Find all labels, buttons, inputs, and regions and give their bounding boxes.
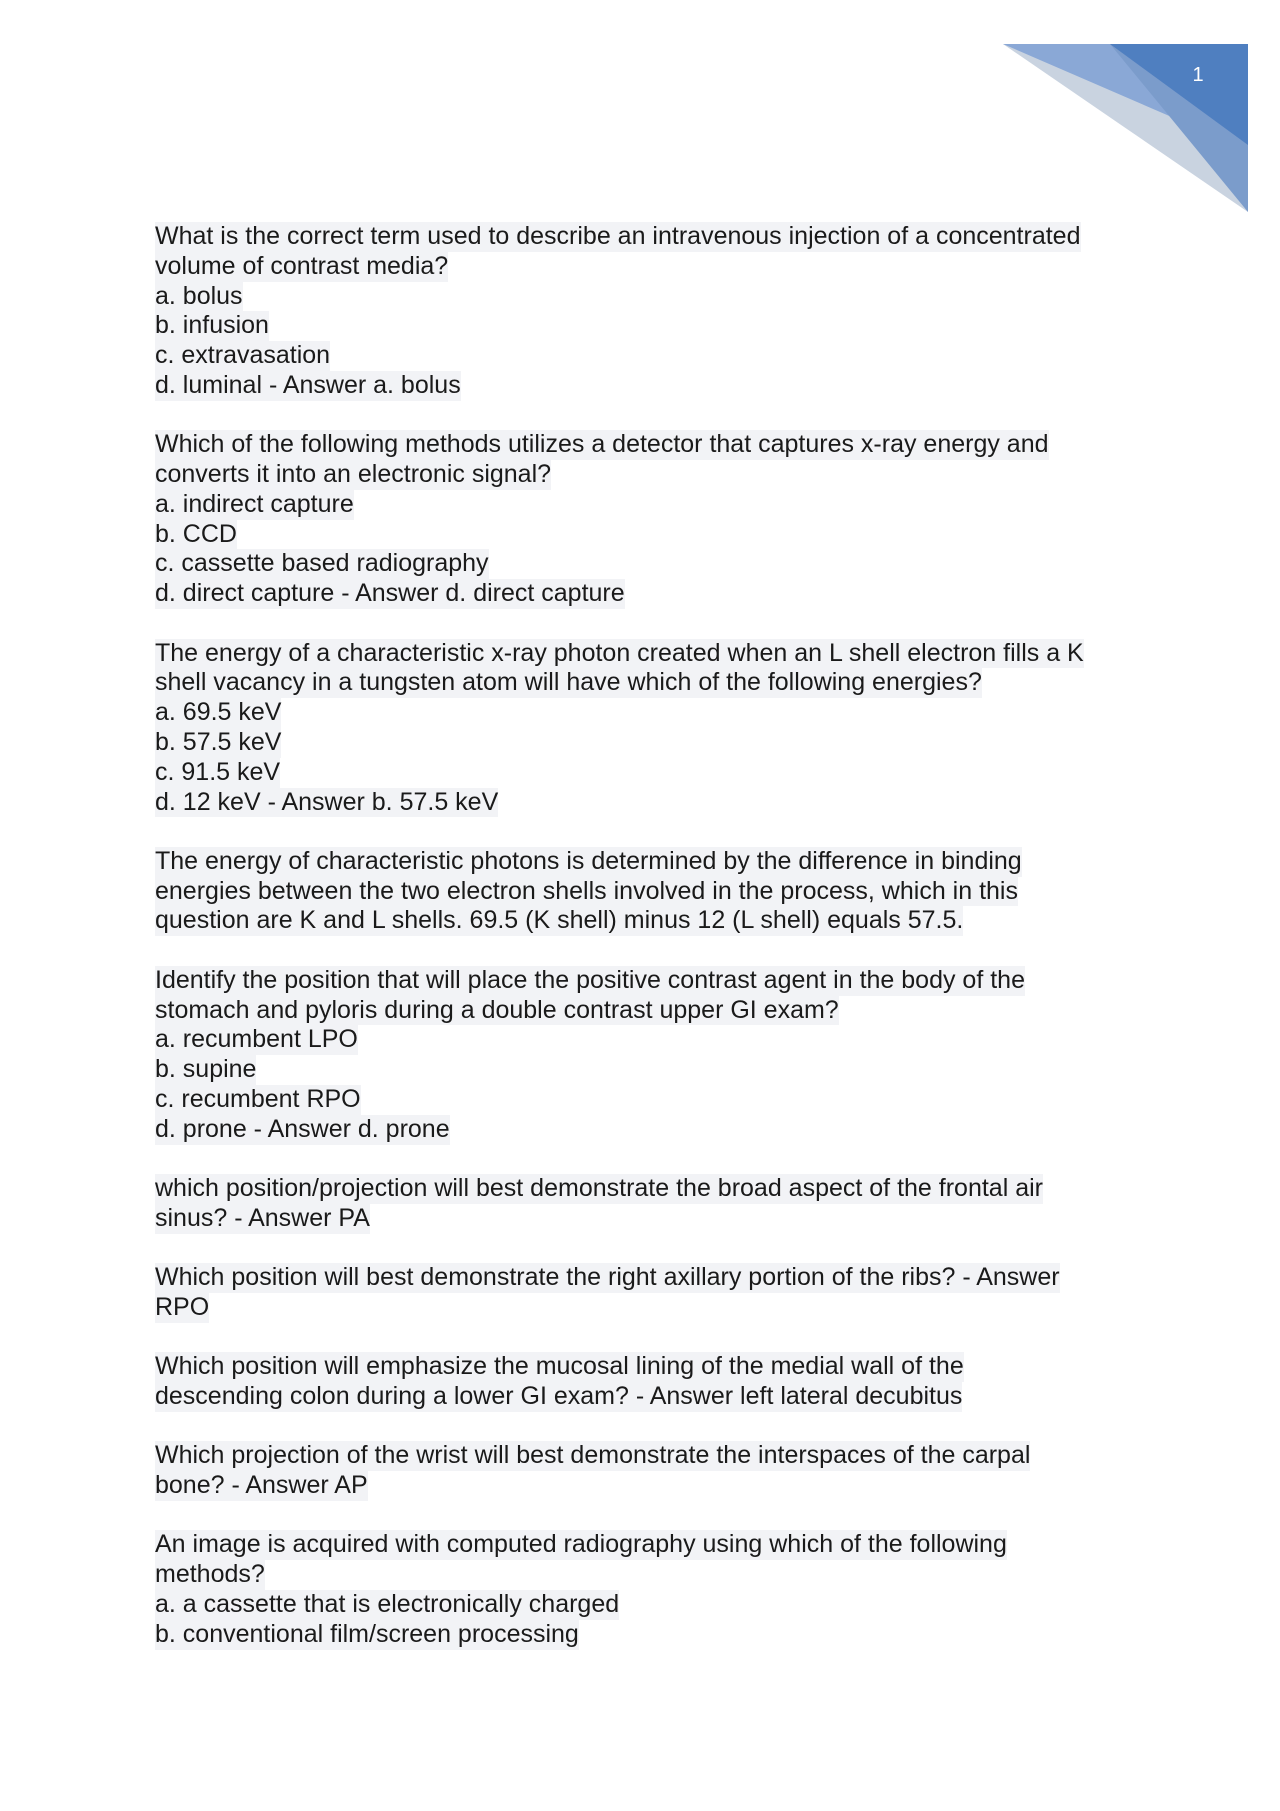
answer-option: c. extravasation [155, 341, 331, 370]
question-block [155, 1352, 1115, 1412]
answer-option: b. conventional film/screen processing [155, 1619, 579, 1648]
text-line: stomach and pyloris during a double contrast upper GI exam? [155, 995, 839, 1024]
explanation-block [155, 847, 1115, 936]
question-block [155, 222, 1115, 401]
text-line: The energy of a characteristic x-ray photon created when an L shell electron fills a K [155, 638, 1084, 667]
answer-option: c. recumbent RPO [155, 1084, 361, 1113]
text-line: Which position will best demonstrate the right axillary portion of the ribs? - Answer [155, 1263, 1060, 1292]
text-line: sinus? - Answer PA [155, 1203, 370, 1232]
text-line: which position/projection will best demonstrate the broad aspect of the frontal air [155, 1174, 1043, 1203]
answer-option: a. indirect capture [155, 489, 354, 518]
question-block [155, 1174, 1115, 1234]
answer-option: a. bolus [155, 281, 243, 310]
text-line: converts it into an electronic signal? [155, 460, 552, 489]
answer-option: d. 12 keV - Answer b. 57.5 keV [155, 787, 499, 816]
question-block [155, 1263, 1115, 1323]
answer-option: b. infusion [155, 311, 269, 340]
question-block [155, 1441, 1115, 1501]
corner-decoration [0, 0, 1280, 260]
answer-option: c. 91.5 keV [155, 757, 281, 786]
text-line: methods? [155, 1560, 265, 1589]
answer-option: d. luminal - Answer a. bolus [155, 370, 461, 399]
question-block [155, 639, 1115, 818]
text-line: volume of contrast media? [155, 251, 449, 280]
text-line: Which position will emphasize the mucosal lining of the medial wall of the [155, 1352, 964, 1381]
text-line: bone? - Answer AP [155, 1471, 368, 1500]
answer-option: b. CCD [155, 519, 237, 548]
question-block [155, 430, 1115, 609]
text-line: RPO [155, 1292, 210, 1321]
page-number: 1 [1192, 64, 1204, 86]
text-line: Which projection of the wrist will best demonstrate the interspaces of the carpal [155, 1441, 1031, 1470]
answer-option: b. 57.5 keV [155, 727, 282, 756]
answer-option: d. direct capture - Answer d. direct capture [155, 579, 625, 608]
answer-option: a. 69.5 keV [155, 698, 282, 727]
answer-option: a. recumbent LPO [155, 1025, 358, 1054]
text-line: question are K and L shells. 69.5 (K shell) minus 12 (L shell) equals 57.5. [155, 906, 964, 935]
text-line: An image is acquired with computed radiography using which of the following [155, 1530, 1007, 1559]
text-line: Identify the position that will place the positive contrast agent in the body of the [155, 965, 1025, 994]
answer-option: d. prone - Answer d. prone [155, 1114, 450, 1143]
text-line: energies between the two electron shells involved in the process, which in this [155, 876, 1018, 905]
text-line: descending colon during a lower GI exam? - Answer left lateral decubitus [155, 1382, 963, 1410]
answer-option: c. cassette based radiography [155, 549, 489, 578]
text-line: The energy of characteristic photons is determined by the difference in binding [155, 846, 1022, 875]
answer-option: a. a cassette that is electronically charged [155, 1589, 620, 1618]
question-block [155, 1530, 1115, 1649]
question-block [155, 966, 1115, 1145]
text-line: What is the correct term used to describe an intravenous injection of a concentrated [155, 222, 1081, 250]
text-line: Which of the following methods utilizes a detector that captures x-ray energy and [155, 430, 1049, 459]
text-line: shell vacancy in a tungsten atom will have which of the following energies? [155, 668, 982, 697]
answer-option: b. supine [155, 1055, 257, 1084]
document-body [155, 222, 1115, 1679]
